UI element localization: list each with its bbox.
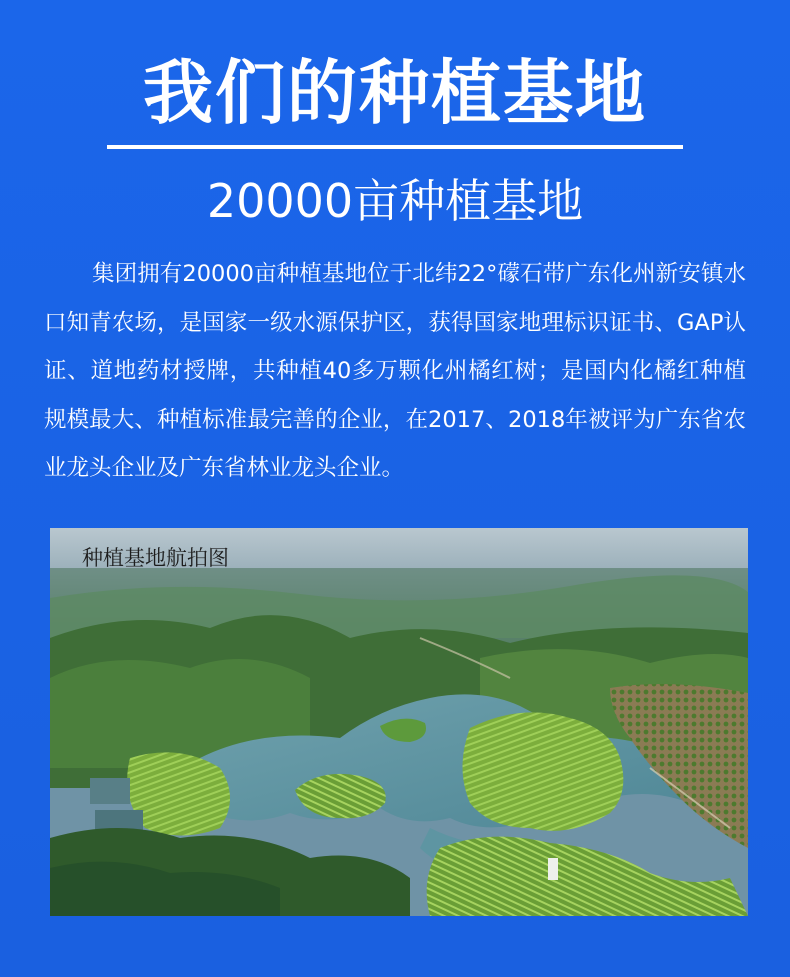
aerial-photo (50, 528, 748, 916)
aerial-landscape-image (50, 528, 748, 916)
page-subtitle: 20000亩种植基地 (206, 174, 584, 228)
title-divider (107, 145, 683, 149)
intro-paragraph: 集团拥有20000亩种植基地位于北纬22°礞石带广东化州新安镇水口知青农场，是国家一级水源保护区，获得国家地理标识证书、GAP认证、道地药材授牌，共种植40多万颗化州橘红树；是国内化橘红种植规模最大、种植标准最完善的企业，在2017、2018年被评为广东省农业龙头企业及广东省林业龙头企业。 (44, 261, 746, 481)
page-title: 我们的种植基地 (143, 52, 647, 134)
photo-caption: 种植基地航拍图 (82, 546, 229, 570)
